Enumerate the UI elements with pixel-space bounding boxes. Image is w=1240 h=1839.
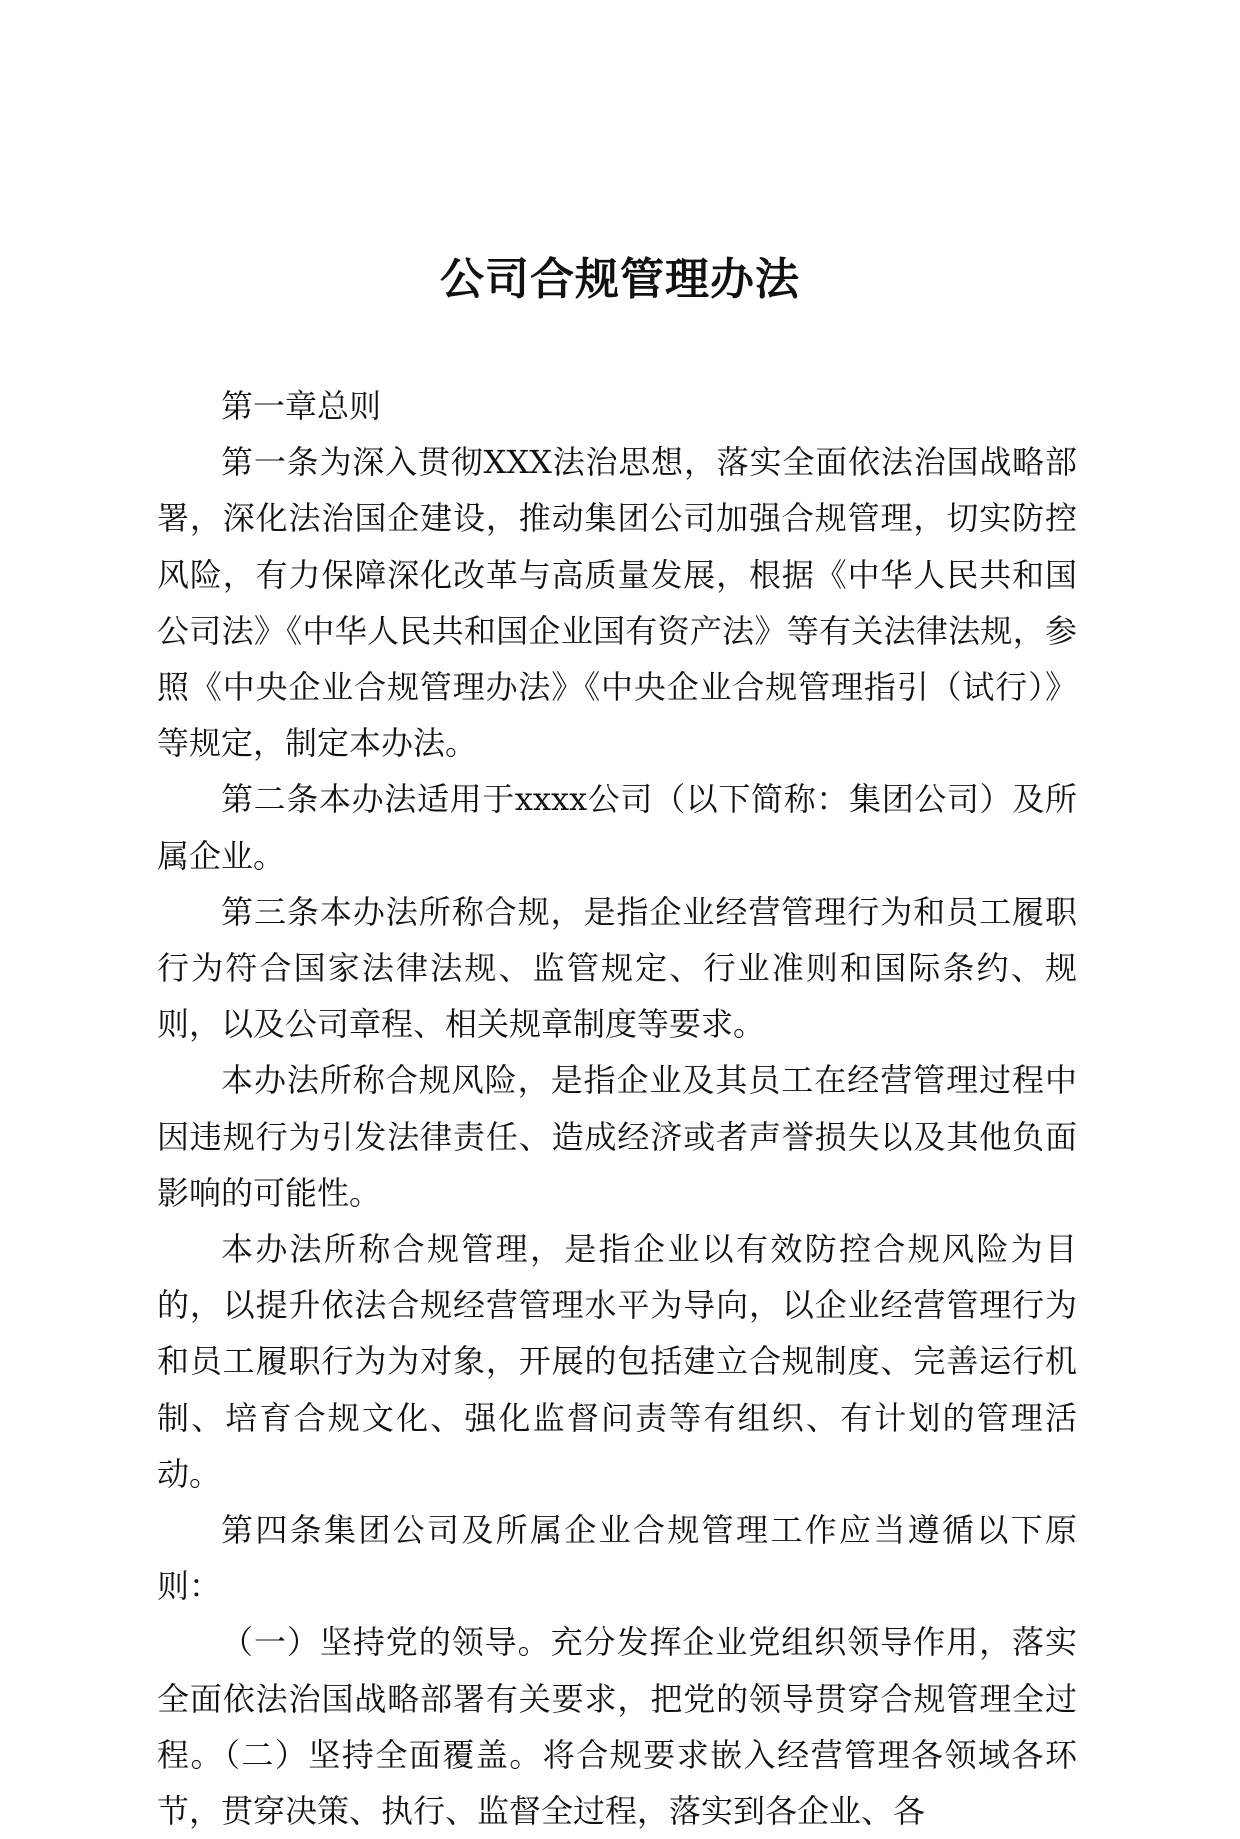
document-title: 公司合规管理办法 — [440, 254, 800, 305]
paragraph-article-3: 第三条本办法所称合规，是指企业经营管理行为和员工履职行为符合国家法律法规、监管规定、行业准则和国际条约、规则，以及公司章程、相关规章制度等要求。 — [157, 892, 1077, 1044]
paragraph-compliance-management: 本办法所称合规管理，是指企业以有效防控合规风险为目的，以提升依法合规经营管理水平为导向，以企业经营管理行为和员工履职行为为对象，开展的包括建立合规制度、完善运行机制、培育合规文化、强化监督问责等有组织、有计划的管理活动。 — [157, 1230, 1077, 1493]
document-body — [157, 378, 1077, 1839]
paragraph-article-1: 第一条为深入贯彻XXX法治思想，落实全面依法治国战略部署，深化法治国企建设，推动集团公司加强合规管理，切实防控风险，有力保障深化改革与高质量发展，根据《中华人民共和国公司法》《中华人民共和国企业国有资产法》等有关法律法规，参照《中央企业合规管理办法》《中央企业合规管理指引（试行）》等规定，制定本办法。 — [157, 443, 1077, 763]
paragraph-compliance-risk: 本办法所称合规风险，是指企业及其员工在经营管理过程中因违规行为引发法律责任、造成经济或者声誉损失以及其他负面影响的可能性。 — [157, 1061, 1077, 1212]
chapter-heading: 第一章总则 — [221, 387, 382, 425]
paragraph-principles: （一）坚持党的领导。充分发挥企业党组织领导作用，落实全面依法治国战略部署有关要求，把党的领导贯穿合规管理全过程。（二）坚持全面覆盖。将合规要求嵌入经营管理各领域各环节，贯穿决策、执行、监督全过程，落实到各企业、各 — [157, 1623, 1077, 1831]
paragraph-article-2: 第二条本办法适用于xxxx公司（以下简称：集团公司）及所属企业。 — [157, 780, 1077, 875]
paragraph-article-4: 第四条集团公司及所属企业合规管理工作应当遵循以下原则： — [157, 1511, 1077, 1606]
